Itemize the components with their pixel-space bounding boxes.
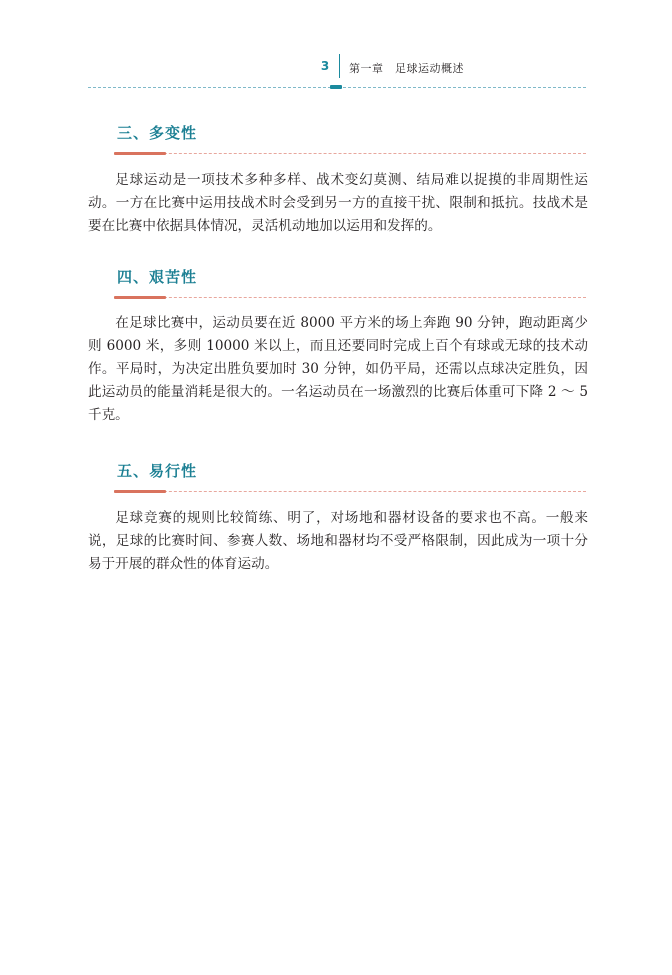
- section-rule: [114, 297, 586, 298]
- section-title: 五、易行性: [117, 462, 198, 480]
- chapter-title: 第一章 足球运动概述: [349, 62, 464, 75]
- section-paragraph: 足球竞赛的规则比较简练、明了，对场地和器材设备的要求也不高。一般来说，足球的比赛时间、参赛人数、场地和器材均不受严格限制，因此成为一项十分易于开展的群众性的体育运动。: [88, 510, 588, 572]
- section-paragraph: 在足球比赛中，运动员要在近 8000 平方米的场上奔跑 90 分钟，跑动距离少则 6000 米，多则 10000 米以上，而且还要同时完成上百个有球或无球的技术动作。平局时，为决定出胜负要加时 30 分钟，如仍平局，还需以点球决定胜负，因此运动员的能量消耗是很大的。一名运动员在一场激烈的比赛后体重可下降 2 ～ 5 千克。: [88, 315, 588, 423]
- section-title: 四、艰苦性: [117, 268, 198, 286]
- section-accent-bar: [114, 490, 166, 493]
- section-accent-bar: [114, 296, 166, 299]
- page-number: 3: [320, 59, 330, 73]
- section-paragraph: 足球运动是一项技术多种多样、战术变幻莫测、结局难以捉摸的非周期性运动。一方在比赛中运用技战术时会受到另一方的直接干扰、限制和抵抗。技战术是要在比赛中依据具体情况，灵活机动地加以运用和发挥的。: [88, 172, 588, 234]
- header-divider: [339, 54, 340, 78]
- running-header: [0, 58, 672, 82]
- section-title: 三、多变性: [117, 124, 198, 142]
- header-rule-tab: [330, 85, 342, 89]
- section-rule: [114, 153, 586, 154]
- section-rule: [114, 491, 586, 492]
- section-accent-bar: [114, 152, 166, 155]
